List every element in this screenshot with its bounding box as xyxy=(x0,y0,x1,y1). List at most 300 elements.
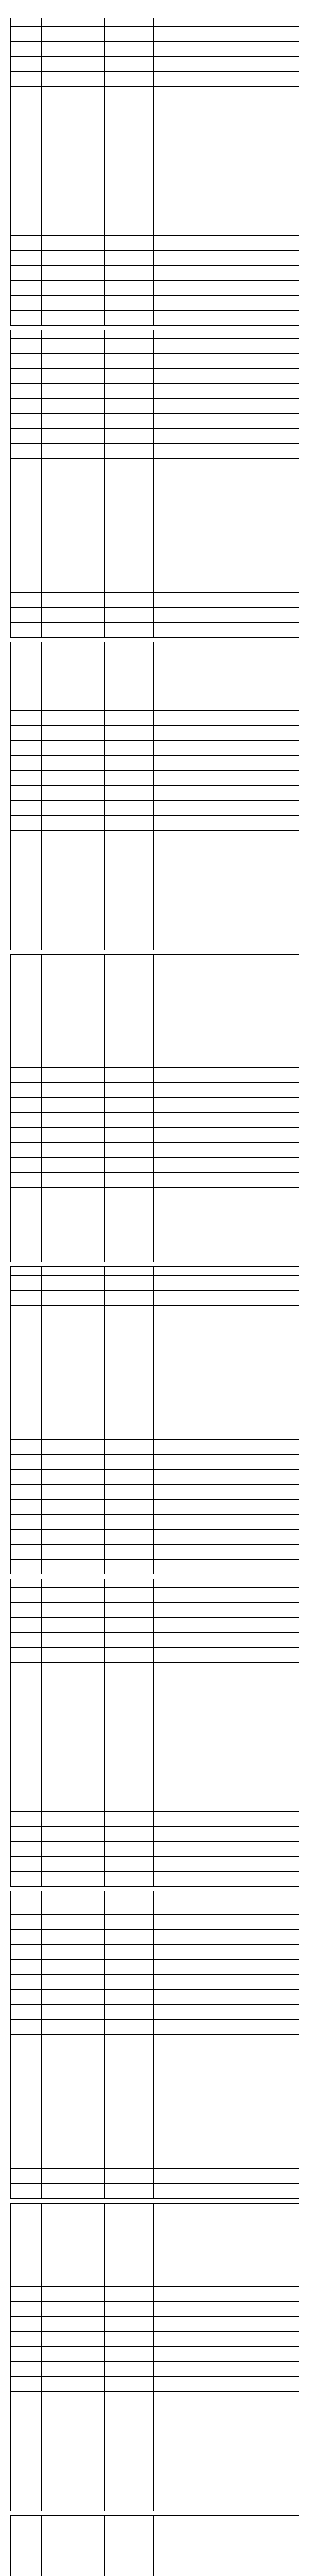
table-cell xyxy=(166,236,273,251)
table-cell xyxy=(11,1188,42,1202)
table-row xyxy=(11,1960,299,1975)
table-cell xyxy=(11,2481,42,2496)
table-cell xyxy=(11,651,42,666)
table-cell xyxy=(91,1900,105,1915)
table-cell xyxy=(166,1782,273,1797)
table-cell xyxy=(91,87,105,101)
table-cell xyxy=(91,816,105,831)
table-cell xyxy=(91,2139,105,2154)
column-header xyxy=(273,1891,299,1900)
table-cell xyxy=(166,845,273,860)
table-row xyxy=(11,2035,299,2049)
table-cell xyxy=(42,161,91,176)
table-cell xyxy=(42,2109,91,2124)
table-cell xyxy=(154,72,166,87)
table-cell xyxy=(273,191,299,206)
table-row xyxy=(11,518,299,533)
table-cell xyxy=(105,2362,154,2377)
table-cell xyxy=(91,1365,105,1380)
table-cell xyxy=(273,1276,299,1291)
table-cell xyxy=(91,2392,105,2406)
table-row xyxy=(11,1320,299,1335)
table-cell xyxy=(105,2169,154,2184)
table-cell xyxy=(166,696,273,711)
table-cell xyxy=(166,711,273,726)
table-cell xyxy=(154,503,166,518)
table-cell xyxy=(166,533,273,548)
table-cell xyxy=(42,311,91,326)
table-cell xyxy=(11,1485,42,1500)
table-cell xyxy=(11,1068,42,1083)
table-cell xyxy=(154,1113,166,1128)
table-cell xyxy=(42,101,91,116)
table-cell xyxy=(273,2347,299,2362)
table-cell xyxy=(105,1335,154,1350)
table-row xyxy=(11,741,299,756)
table-cell xyxy=(11,87,42,101)
table-cell xyxy=(42,2539,91,2554)
table-cell xyxy=(154,831,166,845)
table-cell xyxy=(11,1038,42,1053)
table-cell xyxy=(91,42,105,57)
table-cell xyxy=(166,2257,273,2272)
table-cell xyxy=(166,1707,273,1722)
table-cell xyxy=(105,756,154,771)
table-cell xyxy=(154,2317,166,2332)
column-header xyxy=(42,642,91,651)
table-cell xyxy=(42,2154,91,2169)
column-header xyxy=(166,330,273,339)
table-row xyxy=(11,771,299,786)
table-cell xyxy=(273,101,299,116)
table-row xyxy=(11,726,299,741)
table-cell xyxy=(91,399,105,414)
table-cell xyxy=(11,875,42,890)
table-row xyxy=(11,311,299,326)
table-cell xyxy=(166,1827,273,1842)
table-cell xyxy=(11,1306,42,1320)
table-cell xyxy=(154,756,166,771)
table-cell xyxy=(273,696,299,711)
table-cell xyxy=(42,2227,91,2242)
table-cell xyxy=(11,2124,42,2139)
table-cell xyxy=(273,1350,299,1365)
table-cell xyxy=(11,1782,42,1797)
table-cell xyxy=(154,399,166,414)
table-cell xyxy=(11,2524,42,2539)
table-row xyxy=(11,860,299,875)
table-row xyxy=(11,696,299,711)
table-cell xyxy=(91,444,105,459)
table-cell xyxy=(105,116,154,131)
table-cell xyxy=(11,2049,42,2064)
table-cell xyxy=(273,1365,299,1380)
table-cell xyxy=(273,429,299,444)
table-cell xyxy=(166,2287,273,2302)
table-cell xyxy=(42,2317,91,2332)
table-cell xyxy=(91,1276,105,1291)
table-row xyxy=(11,1588,299,1603)
table-cell xyxy=(91,845,105,860)
table-cell xyxy=(11,2094,42,2109)
table-cell xyxy=(105,2421,154,2436)
table-cell xyxy=(105,1247,154,1262)
table-cell xyxy=(42,1440,91,1455)
table-row xyxy=(11,1707,299,1722)
table-row xyxy=(11,473,299,488)
table-cell xyxy=(91,236,105,251)
table-cell xyxy=(273,1618,299,1633)
column-header xyxy=(154,1267,166,1276)
schedule-table xyxy=(10,1579,299,1887)
table-cell xyxy=(42,1306,91,1320)
table-row xyxy=(11,1470,299,1485)
table-cell xyxy=(105,875,154,890)
table-cell xyxy=(273,1500,299,1515)
table-row xyxy=(11,236,299,251)
table-cell xyxy=(42,905,91,920)
table-cell xyxy=(11,2109,42,2124)
table-cell xyxy=(42,87,91,101)
column-header xyxy=(11,2204,42,2212)
table-cell xyxy=(166,1915,273,1930)
table-cell xyxy=(91,1752,105,1767)
table-cell xyxy=(154,414,166,429)
table-cell xyxy=(166,101,273,116)
table-cell xyxy=(91,2212,105,2227)
table-cell xyxy=(273,1722,299,1737)
table-cell xyxy=(154,1023,166,1038)
table-cell xyxy=(91,1188,105,1202)
table-cell xyxy=(154,935,166,950)
table-cell xyxy=(273,206,299,221)
table-cell xyxy=(154,593,166,608)
table-cell xyxy=(42,1247,91,1262)
table-cell xyxy=(91,578,105,593)
table-cell xyxy=(105,1842,154,1857)
table-cell xyxy=(105,1618,154,1633)
table-cell xyxy=(166,1485,273,1500)
table-cell xyxy=(91,2377,105,2392)
table-cell xyxy=(166,578,273,593)
table-cell xyxy=(166,1008,273,1023)
table-cell xyxy=(154,1485,166,1500)
table-cell xyxy=(154,1008,166,1023)
table-cell xyxy=(91,2109,105,2124)
table-cell xyxy=(42,578,91,593)
table-header-row xyxy=(11,1267,299,1276)
table-cell xyxy=(91,2154,105,2169)
table-cell xyxy=(154,429,166,444)
table-cell xyxy=(91,2272,105,2287)
table-cell xyxy=(166,1975,273,1990)
table-cell xyxy=(11,1797,42,1812)
table-cell xyxy=(11,1083,42,1098)
table-cell xyxy=(91,696,105,711)
table-cell xyxy=(273,2421,299,2436)
schedule-table xyxy=(10,18,299,326)
table-cell xyxy=(42,2124,91,2139)
column-header xyxy=(166,1579,273,1588)
table-cell xyxy=(154,875,166,890)
table-cell xyxy=(91,206,105,221)
table-cell xyxy=(11,2569,42,2576)
column-header xyxy=(11,955,42,963)
table-cell xyxy=(42,266,91,281)
table-cell xyxy=(105,2554,154,2569)
table-cell xyxy=(105,1276,154,1291)
table-cell xyxy=(166,563,273,578)
table-header-row xyxy=(11,2204,299,2212)
table-cell xyxy=(273,1915,299,1930)
table-cell xyxy=(166,1038,273,1053)
table-cell xyxy=(105,311,154,326)
table-cell xyxy=(166,831,273,845)
table-row xyxy=(11,161,299,176)
table-cell xyxy=(11,72,42,87)
table-row xyxy=(11,2554,299,2569)
table-cell xyxy=(166,1767,273,1782)
table-cell xyxy=(42,116,91,131)
table-cell xyxy=(273,2317,299,2332)
table-cell xyxy=(166,1842,273,1857)
table-cell xyxy=(42,801,91,816)
table-cell xyxy=(166,42,273,57)
column-header xyxy=(11,2516,42,2524)
table-cell xyxy=(11,890,42,905)
table-cell xyxy=(91,311,105,326)
column-header xyxy=(91,1579,105,1588)
table-cell xyxy=(42,251,91,266)
table-cell xyxy=(11,548,42,563)
table-row xyxy=(11,1128,299,1143)
table-cell xyxy=(11,2064,42,2079)
table-cell xyxy=(11,281,42,296)
table-cell xyxy=(166,1812,273,1827)
table-cell xyxy=(166,72,273,87)
table-row xyxy=(11,2481,299,2496)
table-cell xyxy=(105,101,154,116)
table-cell xyxy=(166,2094,273,2109)
table-cell xyxy=(105,2079,154,2094)
table-cell xyxy=(11,1857,42,1872)
table-cell xyxy=(42,1202,91,1217)
table-cell xyxy=(11,1915,42,1930)
table-cell xyxy=(273,2554,299,2569)
table-cell xyxy=(91,1350,105,1365)
table-cell xyxy=(105,2377,154,2392)
table-cell xyxy=(42,1515,91,1530)
table-cell xyxy=(154,845,166,860)
table-row xyxy=(11,831,299,845)
table-cell xyxy=(273,1960,299,1975)
table-cell xyxy=(166,1737,273,1752)
table-cell xyxy=(105,548,154,563)
table-cell xyxy=(273,2392,299,2406)
table-cell xyxy=(154,1455,166,1470)
table-cell xyxy=(166,875,273,890)
table-cell xyxy=(273,87,299,101)
table-cell xyxy=(91,2436,105,2451)
column-header xyxy=(154,642,166,651)
table-cell xyxy=(42,221,91,236)
table-cell xyxy=(273,1990,299,2005)
table-cell xyxy=(105,1217,154,1232)
table-cell xyxy=(105,2184,154,2199)
table-cell xyxy=(11,27,42,42)
table-cell xyxy=(11,2154,42,2169)
table-cell xyxy=(105,816,154,831)
table-cell xyxy=(91,1083,105,1098)
table-cell xyxy=(105,2451,154,2466)
table-header-row xyxy=(11,642,299,651)
table-row xyxy=(11,593,299,608)
table-cell xyxy=(166,1202,273,1217)
table-cell xyxy=(166,384,273,399)
table-cell xyxy=(11,2287,42,2302)
table-cell xyxy=(11,101,42,116)
table-cell xyxy=(105,1560,154,1574)
table-cell xyxy=(154,578,166,593)
table-row xyxy=(11,72,299,87)
schedule-table xyxy=(10,642,299,950)
table-cell xyxy=(166,1648,273,1663)
table-cell xyxy=(91,1128,105,1143)
table-cell xyxy=(273,1440,299,1455)
table-row xyxy=(11,1425,299,1440)
table-cell xyxy=(91,414,105,429)
table-cell xyxy=(166,1930,273,1945)
table-cell xyxy=(105,459,154,473)
table-cell xyxy=(166,1247,273,1262)
table-cell xyxy=(273,221,299,236)
table-cell xyxy=(91,1707,105,1722)
table-cell xyxy=(42,1797,91,1812)
table-cell xyxy=(166,2392,273,2406)
table-row xyxy=(11,27,299,42)
column-header xyxy=(105,2204,154,2212)
table-cell xyxy=(91,1515,105,1530)
table-cell xyxy=(166,1603,273,1618)
table-row xyxy=(11,2064,299,2079)
table-cell xyxy=(166,1470,273,1485)
table-cell xyxy=(154,2139,166,2154)
table-cell xyxy=(273,2451,299,2466)
table-cell xyxy=(42,963,91,978)
table-cell xyxy=(42,2524,91,2539)
table-cell xyxy=(273,1648,299,1663)
table-row xyxy=(11,1782,299,1797)
table-cell xyxy=(273,42,299,57)
table-cell xyxy=(154,444,166,459)
table-cell xyxy=(273,890,299,905)
table-cell xyxy=(154,161,166,176)
table-cell xyxy=(105,1530,154,1545)
table-cell xyxy=(273,831,299,845)
table-row xyxy=(11,2212,299,2227)
schedule-table xyxy=(10,2515,299,2576)
table-cell xyxy=(154,1797,166,1812)
table-cell xyxy=(154,1143,166,1158)
table-cell xyxy=(105,1588,154,1603)
table-cell xyxy=(42,1173,91,1188)
table-cell xyxy=(166,801,273,816)
table-cell xyxy=(42,488,91,503)
table-cell xyxy=(273,384,299,399)
table-cell xyxy=(154,191,166,206)
table-cell xyxy=(273,339,299,354)
table-cell xyxy=(154,354,166,369)
table-cell xyxy=(11,2272,42,2287)
table-cell xyxy=(166,311,273,326)
table-cell xyxy=(91,503,105,518)
table-row xyxy=(11,1291,299,1306)
table-cell xyxy=(273,741,299,756)
table-cell xyxy=(273,666,299,681)
table-cell xyxy=(42,2436,91,2451)
table-row xyxy=(11,2317,299,2332)
table-row xyxy=(11,116,299,131)
table-row xyxy=(11,1900,299,1915)
table-cell xyxy=(154,176,166,191)
table-cell xyxy=(154,369,166,384)
table-row xyxy=(11,131,299,146)
table-cell xyxy=(273,651,299,666)
table-row xyxy=(11,578,299,593)
table-cell xyxy=(166,623,273,638)
table-cell xyxy=(105,1143,154,1158)
column-header xyxy=(154,2204,166,2212)
table-cell xyxy=(42,2169,91,2184)
table-cell xyxy=(154,1083,166,1098)
table-cell xyxy=(166,1158,273,1173)
table-cell xyxy=(11,2257,42,2272)
table-row xyxy=(11,1202,299,1217)
table-cell xyxy=(273,1038,299,1053)
table-cell xyxy=(273,1470,299,1485)
table-cell xyxy=(42,2079,91,2094)
table-cell xyxy=(166,548,273,563)
table-cell xyxy=(105,831,154,845)
table-cell xyxy=(166,1960,273,1975)
table-cell xyxy=(105,1827,154,1842)
table-cell xyxy=(166,27,273,42)
table-cell xyxy=(105,354,154,369)
table-cell xyxy=(154,2212,166,2227)
table-cell xyxy=(166,1232,273,1247)
table-cell xyxy=(11,2496,42,2511)
table-cell xyxy=(273,1128,299,1143)
table-cell xyxy=(154,1173,166,1188)
table-cell xyxy=(154,1247,166,1262)
table-cell xyxy=(166,1068,273,1083)
table-cell xyxy=(273,905,299,920)
table-cell xyxy=(105,1677,154,1692)
column-header xyxy=(105,955,154,963)
table-cell xyxy=(105,1797,154,1812)
table-cell xyxy=(273,176,299,191)
table-cell xyxy=(154,1752,166,1767)
table-row xyxy=(11,459,299,473)
table-cell xyxy=(105,1306,154,1320)
table-cell xyxy=(166,2362,273,2377)
table-row xyxy=(11,1633,299,1648)
table-cell xyxy=(42,1530,91,1545)
table-cell xyxy=(91,1440,105,1455)
table-row xyxy=(11,2257,299,2272)
table-cell xyxy=(273,2362,299,2377)
table-cell xyxy=(166,1188,273,1202)
